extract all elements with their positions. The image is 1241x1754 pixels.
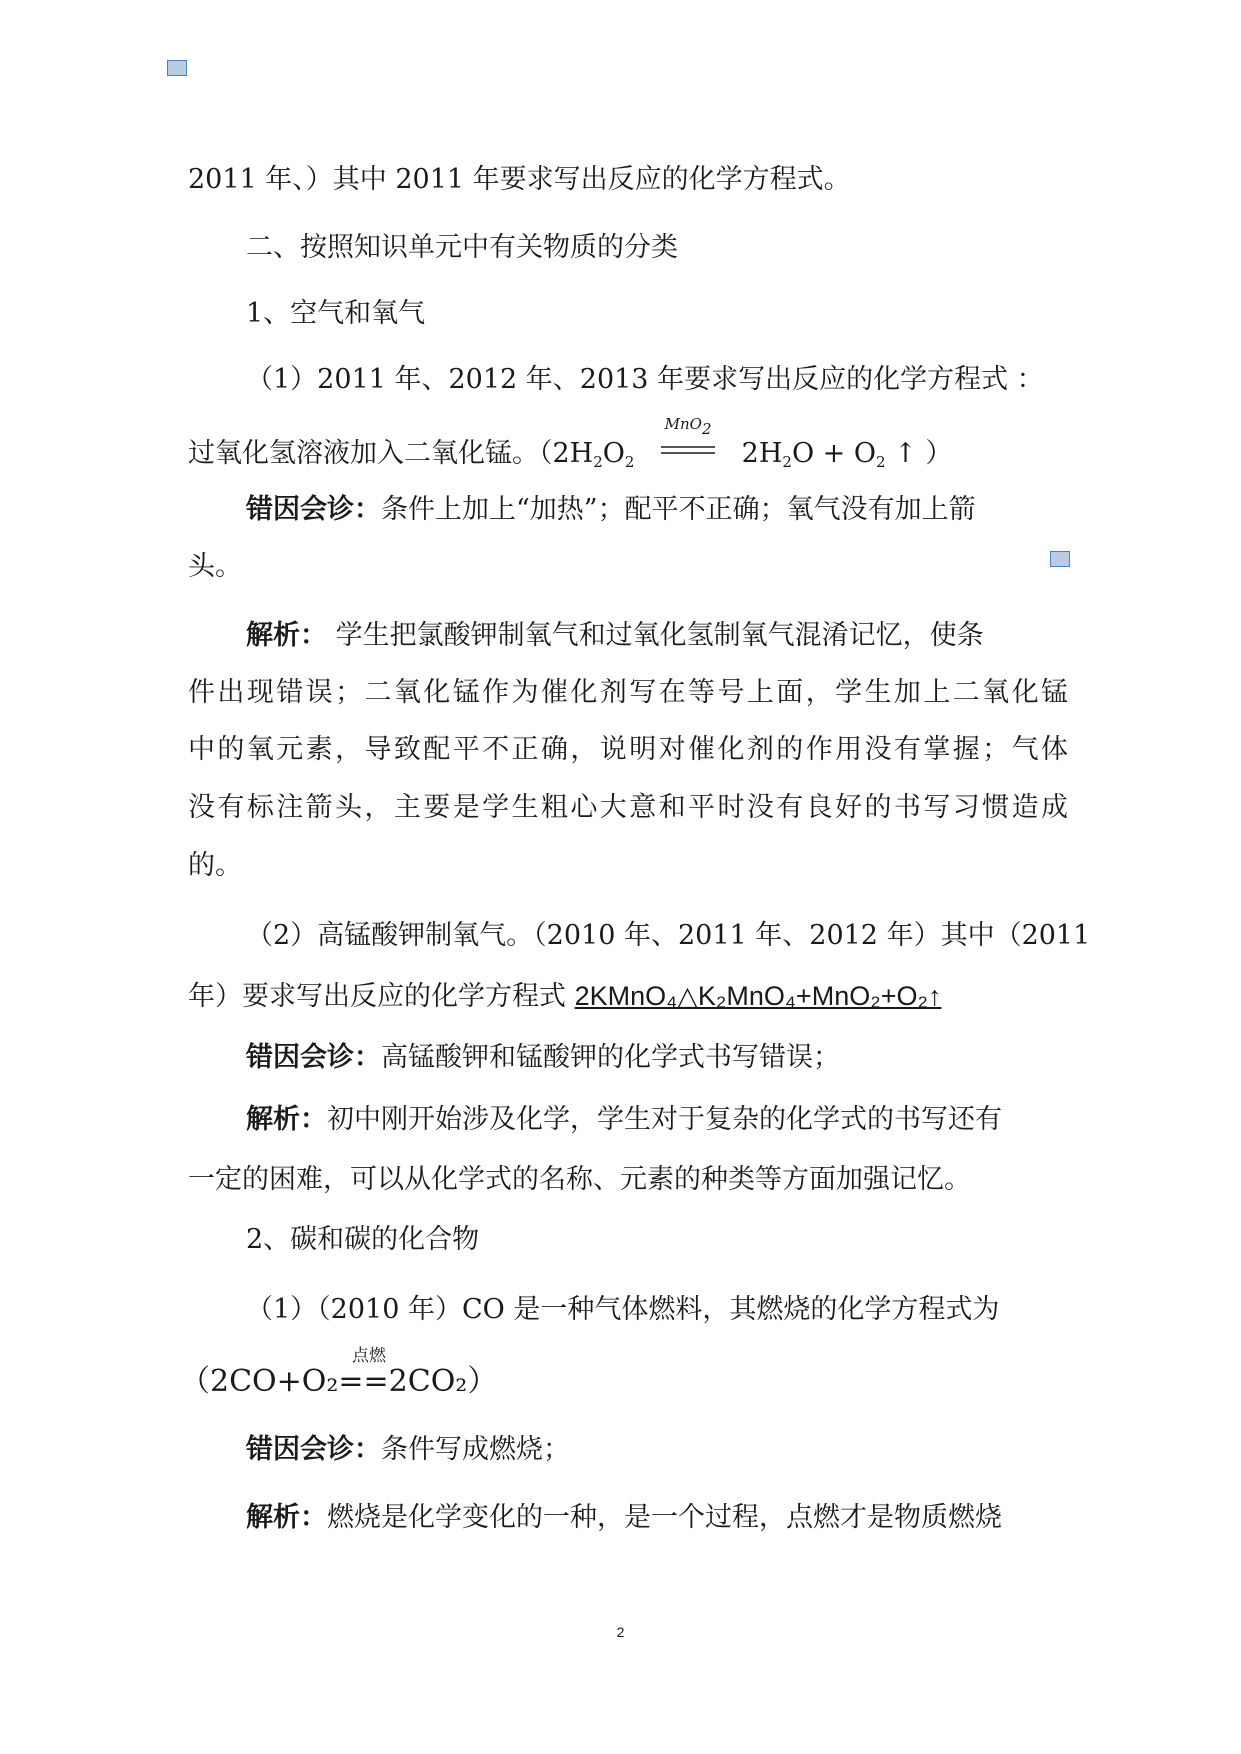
analysis-2 [246, 1102, 1068, 1138]
error-diagnosis-1 [246, 492, 1068, 528]
label-analysis: 解析： [246, 1502, 327, 1533]
subsection-heading-1: 1、空气和氧气 [246, 298, 426, 329]
label-error: 错因会诊： [246, 1434, 381, 1465]
subsection-heading-2: 2、碳和碳的化合物 [246, 1224, 480, 1255]
equation-prefix: 过氧化氢溶液加入二氧化锰。（2H [188, 438, 594, 469]
equation-line-co [180, 1346, 1060, 1400]
equation-line-h2o2 [188, 415, 1068, 472]
analysis-3 [246, 1500, 1068, 1536]
label-analysis: 解析： [246, 1104, 327, 1135]
equation-suffix: ↑ ） [885, 438, 953, 469]
section-heading: 二、按照知识单元中有关物质的分类 [246, 232, 678, 263]
sub-1: 2 [593, 453, 603, 471]
text-line-9: 件出现错误；二氧化锰作为催化剂写在等号上面，学生加上二氧化锰 [188, 677, 1068, 708]
comment-marker-top[interactable] [167, 60, 187, 76]
item-2-intro: （2）高锰酸钾制氧气。（2010 年、2011 年、2012 年）其中（2011 [246, 920, 1091, 951]
product-water: 2H [741, 438, 783, 469]
text-line-17: 一定的困难，可以从化学式的名称、元素的种类等方面加强记忆。 [188, 1164, 971, 1195]
equation-line-kmno4 [188, 978, 1068, 1015]
equation-co: （2CO+O₂==2CO₂） [180, 1364, 498, 1399]
ignition-condition: 点燃 [352, 1346, 386, 1366]
sub-3: 2 [782, 453, 792, 471]
text-line-1: 2011 年、）其中 2011 年要求写出反应的化学方程式。 [188, 164, 851, 195]
text-line-12: 的。 [188, 850, 242, 881]
text-line-10: 中的氧元素，导致配平不正确，说明对催化剂的作用没有掌握；气体 [188, 734, 1068, 765]
sub-4: 2 [876, 453, 886, 471]
error-diagnosis-3 [246, 1432, 1068, 1468]
error-diagnosis-2 [246, 1040, 1068, 1076]
diagnosis-text: 条件上加上“加热”；配平不正确；氧气没有加上箭 [381, 494, 976, 525]
text-line-11: 没有标注箭头，主要是学生粗心大意和平时没有良好的书写习惯造成 [188, 792, 1068, 823]
equation-kmno4: 2KMnO₄△K₂MnO₄+MnO₂+O₂↑ [574, 981, 942, 1011]
equation-o: O [602, 438, 625, 469]
page-number: 2 [616, 1624, 625, 1640]
item-co-intro: （1）（2010 年）CO 是一种气体燃料，其燃烧的化学方程式为 [246, 1294, 1000, 1325]
product-oxygen: O + O [791, 438, 876, 469]
sub-2: 2 [624, 453, 635, 471]
double-line-sign [661, 446, 715, 454]
equation-intro: 年）要求写出反应的化学方程式 [188, 981, 575, 1012]
label-error: 错因会诊： [246, 494, 381, 525]
diagnosis-text: 高锰酸钾和锰酸钾的化学式书写错误； [381, 1042, 840, 1073]
analysis-text: 燃烧是化学变化的一种，是一个过程，点燃才是物质燃烧 [327, 1502, 1002, 1533]
analysis-text: 学生把氯酸钾制氧气和过氧化氢制氧气混淆记忆，使条 [327, 620, 984, 651]
analysis-text: 初中刚开始涉及化学，学生对于复杂的化学式的书写还有 [327, 1104, 1002, 1135]
analysis-1 [246, 618, 1068, 654]
label-analysis: 解析： [246, 620, 327, 651]
item-1-intro: （1）2011 年、2012 年、2013 年要求写出反应的化学方程式 ： [246, 364, 1044, 395]
label-error: 错因会诊： [246, 1042, 381, 1073]
catalyst-arrow [661, 415, 715, 472]
diagnosis-text: 条件写成燃烧； [381, 1434, 570, 1465]
catalyst-label: MnO$_2$ [664, 415, 712, 438]
text-line-7: 头。 [188, 551, 242, 582]
